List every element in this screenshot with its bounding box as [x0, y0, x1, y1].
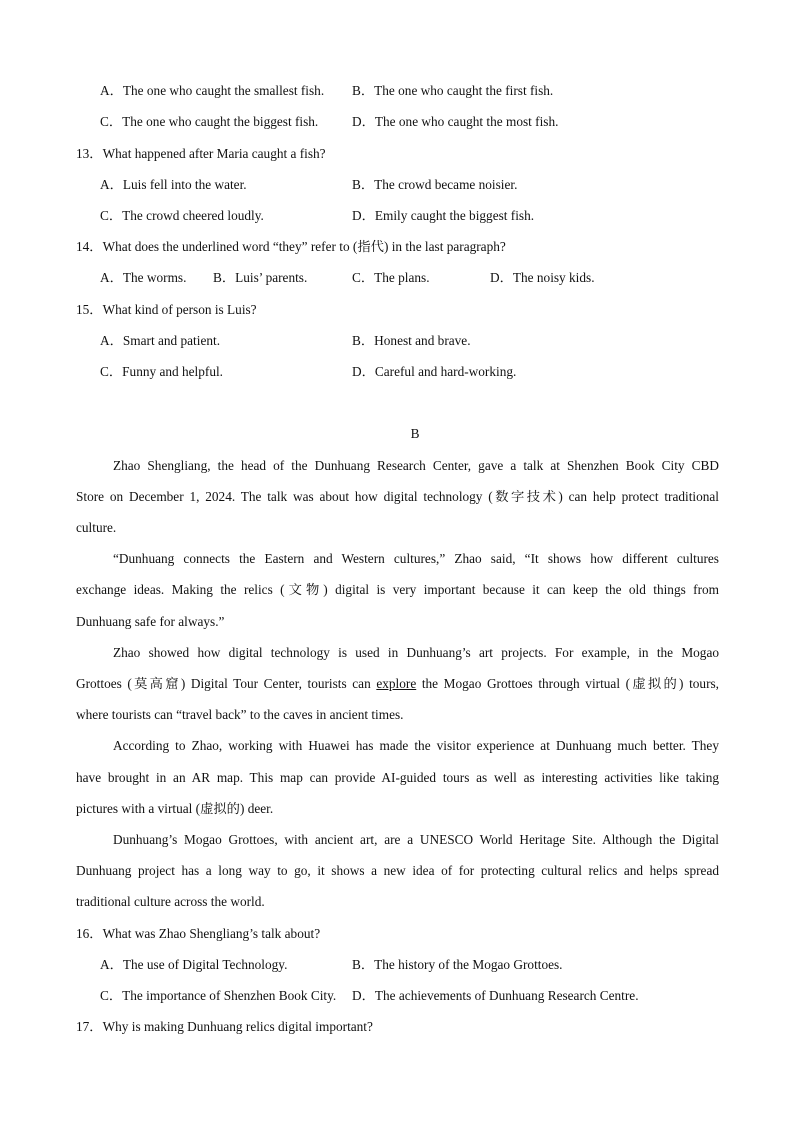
q14-option-a: A．The worms.: [100, 270, 187, 285]
q12-option-d: D．The one who caught the most fish.: [352, 114, 559, 129]
q15-option-c: C．Funny and helpful.: [100, 364, 223, 379]
passage-p1-line1: Zhao Shengliang, the head of the Dunhuang Research Center, gave a talk at Shenzhen Book City CBD: [113, 458, 719, 473]
passage-p3-line2: [76, 675, 719, 693]
passage-p2-line2: exchange ideas. Making the relics (文物) digital is very important because it can keep the old things from: [76, 582, 719, 597]
q13-option-b: B．The crowd became noisier.: [352, 177, 518, 192]
q16-option-c: C．The importance of Shenzhen Book City.: [100, 988, 337, 1003]
q15-option-b: B．Honest and brave.: [352, 333, 471, 348]
q16-option-b: B．The history of the Mogao Grottoes.: [352, 957, 563, 972]
q15-stem: 15．What kind of person is Luis?: [76, 302, 257, 317]
q13-stem: 13．What happened after Maria caught a fish?: [76, 146, 326, 161]
underlined-word-explore: explore: [376, 676, 417, 691]
q14-option-d: D．The noisy kids.: [490, 270, 595, 285]
p3-line2-post: the Mogao Grottoes through virtual (虚拟的) tours,: [416, 676, 720, 691]
q14-stem: 14．What does the underlined word “they” refer to (指代) in the last paragraph?: [76, 239, 506, 254]
passage-p3-line1: Zhao showed how digital technology is used in Dunhuang’s art projects. For example, in the Mogao: [113, 645, 719, 660]
q13-option-c: C．The crowd cheered loudly.: [100, 208, 264, 223]
q13-option-a: A．Luis fell into the water.: [100, 177, 247, 192]
passage-p4-line1: According to Zhao, working with Huawei has made the visitor experience at Dunhuang much better. They: [113, 738, 719, 753]
q15-option-d: D．Careful and hard-working.: [352, 364, 517, 379]
passage-p4-line3: pictures with a virtual (虚拟的) deer.: [76, 801, 274, 816]
passage-p2-line3: Dunhuang safe for always.”: [76, 614, 225, 629]
q17-stem: 17．Why is making Dunhuang relics digital important?: [76, 1019, 373, 1034]
q12-option-b: B．The one who caught the first fish.: [352, 83, 554, 98]
passage-p5-line2: Dunhuang project has a long way to go, it shows a new idea of for protecting cultural relics and helps spread: [76, 863, 719, 878]
passage-p4-line2: have brought in an AR map. This map can provide AI-guided tours as well as interesting activities like taking: [76, 770, 719, 785]
q16-stem: 16．What was Zhao Shengliang’s talk about?: [76, 926, 321, 941]
passage-p1-line3: culture.: [76, 520, 117, 535]
passage-p1-line2: Store on December 1, 2024. The talk was about how digital technology (数字技术) can help protect traditional: [76, 489, 719, 504]
passage-p5-line1: Dunhuang’s Mogao Grottoes, with ancient art, are a UNESCO World Heritage Site. Although the Digital: [113, 832, 719, 847]
passage-p5-line3: traditional culture across the world.: [76, 894, 265, 909]
q14-option-c: C．The plans.: [352, 270, 430, 285]
passage-p3-line3: where tourists can “travel back” to the caves in ancient times.: [76, 707, 404, 722]
section-label: B: [410, 426, 420, 441]
p3-line2-pre: Grottoes (莫高窟) Digital Tour Center, tourists can: [76, 676, 377, 691]
q16-option-d: D．The achievements of Dunhuang Research Centre.: [352, 988, 639, 1003]
q16-option-a: A．The use of Digital Technology.: [100, 957, 288, 972]
q12-option-c: C．The one who caught the biggest fish.: [100, 114, 319, 129]
q12-option-a: A．The one who caught the smallest fish.: [100, 83, 325, 98]
passage-p2-line1: “Dunhuang connects the Eastern and Western cultures,” Zhao said, “It shows how different cultures: [113, 551, 719, 566]
q14-option-b: B．Luis’ parents.: [213, 270, 308, 285]
q13-option-d: D．Emily caught the biggest fish.: [352, 208, 535, 223]
q15-option-a: A．Smart and patient.: [100, 333, 221, 348]
